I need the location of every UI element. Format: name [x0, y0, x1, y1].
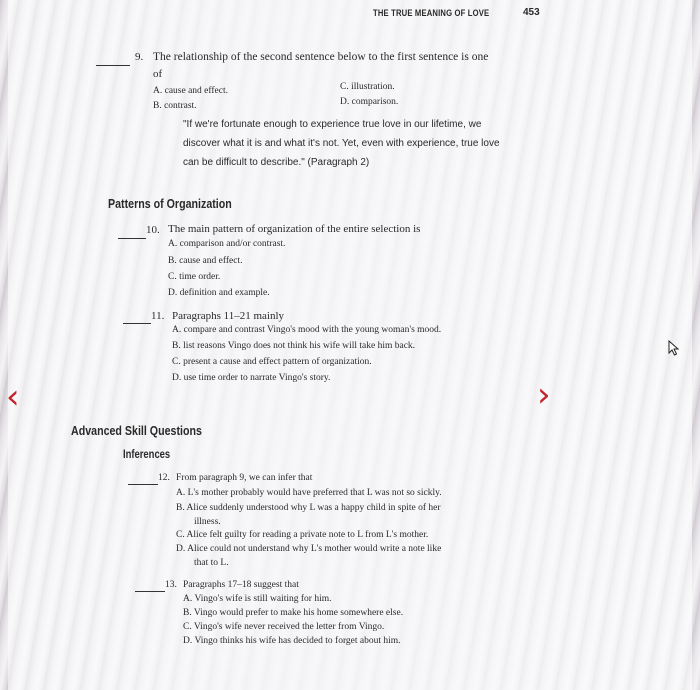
option-13b[interactable]: B. Vingo would prefer to make his home somewhere else.	[183, 608, 404, 618]
option-12d[interactable]: D. Alice could not understand why L's mother would write a note like	[176, 544, 442, 554]
option-9b[interactable]: B. contrast.	[153, 101, 197, 111]
page-number: 453	[523, 7, 540, 18]
answer-blank-9[interactable]	[96, 65, 130, 66]
option-10d[interactable]: D. definition and example.	[168, 288, 270, 298]
chevron-left-icon: ‹	[6, 377, 20, 417]
option-10b[interactable]: B. cause and effect.	[168, 256, 243, 266]
option-12d-cont: that to L.	[194, 558, 229, 568]
chevron-right-icon: ›	[537, 375, 551, 415]
question-13-stem: Paragraphs 17–18 suggest that	[183, 580, 299, 590]
quote-line-1: "If we're fortunate enough to experience true love in our lifetime, we	[183, 119, 482, 130]
next-page-button[interactable]	[537, 375, 551, 415]
question-number-12: 12.	[158, 473, 170, 483]
option-12a[interactable]: A. L's mother probably would have preferred that L was not so sickly.	[176, 488, 442, 498]
option-13d[interactable]: D. Vingo thinks his wife has decided to forget about him.	[183, 636, 401, 646]
option-12b-cont: illness.	[194, 517, 221, 527]
answer-blank-11[interactable]	[123, 323, 151, 324]
answer-blank-12[interactable]	[128, 484, 158, 485]
option-11d[interactable]: D. use time order to narrate Vingo's story.	[172, 373, 331, 383]
question-9-stem-cont: of	[153, 68, 163, 80]
previous-page-button[interactable]	[6, 377, 20, 417]
quote-line-3: can be difficult to describe." (Paragraph 2)	[183, 157, 370, 168]
section-heading-advanced: Advanced Skill Questions	[71, 423, 202, 438]
question-11-stem: Paragraphs 11–21 mainly	[172, 310, 285, 322]
option-12b[interactable]: B. Alice suddenly understood why L was a happy child in spite of her	[176, 503, 441, 513]
option-13a[interactable]: A. Vingo's wife is still waiting for him.	[183, 594, 332, 604]
option-11b[interactable]: B. list reasons Vingo does not think his wife will take him back.	[172, 341, 416, 351]
question-10-stem: The main pattern of organization of the entire selection is	[168, 223, 421, 235]
option-11c[interactable]: C. present a cause and effect pattern of organization.	[172, 357, 372, 367]
textbook-page	[8, 0, 692, 690]
option-9c[interactable]: C. illustration.	[340, 82, 395, 92]
section-heading-patterns: Patterns of Organization	[108, 196, 232, 211]
quote-line-2: discover what it is and what it's not. Yet, even with experience, true love	[183, 138, 500, 149]
option-10c[interactable]: C. time order.	[168, 272, 221, 282]
answer-blank-13[interactable]	[135, 591, 165, 592]
mouse-pointer-icon	[668, 340, 680, 361]
question-9-stem: The relationship of the second sentence below to the first sentence is one	[153, 51, 489, 63]
option-10a[interactable]: A. comparison and/or contrast.	[168, 239, 286, 249]
question-number-13: 13.	[165, 580, 177, 590]
subsection-heading-inferences: Inferences	[123, 449, 171, 461]
option-9a[interactable]: A. cause and effect.	[153, 86, 228, 96]
question-number-11: 11.	[151, 310, 165, 322]
running-title: THE TRUE MEANING OF LOVE	[373, 8, 490, 18]
option-9d[interactable]: D. comparison.	[340, 97, 399, 107]
option-11a[interactable]: A. compare and contrast Vingo's mood with the young woman's mood.	[172, 325, 442, 335]
answer-blank-10[interactable]	[118, 238, 146, 239]
question-number-10: 10.	[146, 224, 160, 236]
question-number-9: 9.	[135, 51, 144, 63]
option-12c[interactable]: C. Alice felt guilty for reading a private note to L from L's mother.	[176, 530, 429, 540]
option-13c[interactable]: C. Vingo's wife never received the letter from Vingo.	[183, 622, 385, 632]
question-12-stem: From paragraph 9, we can infer that	[176, 473, 313, 483]
